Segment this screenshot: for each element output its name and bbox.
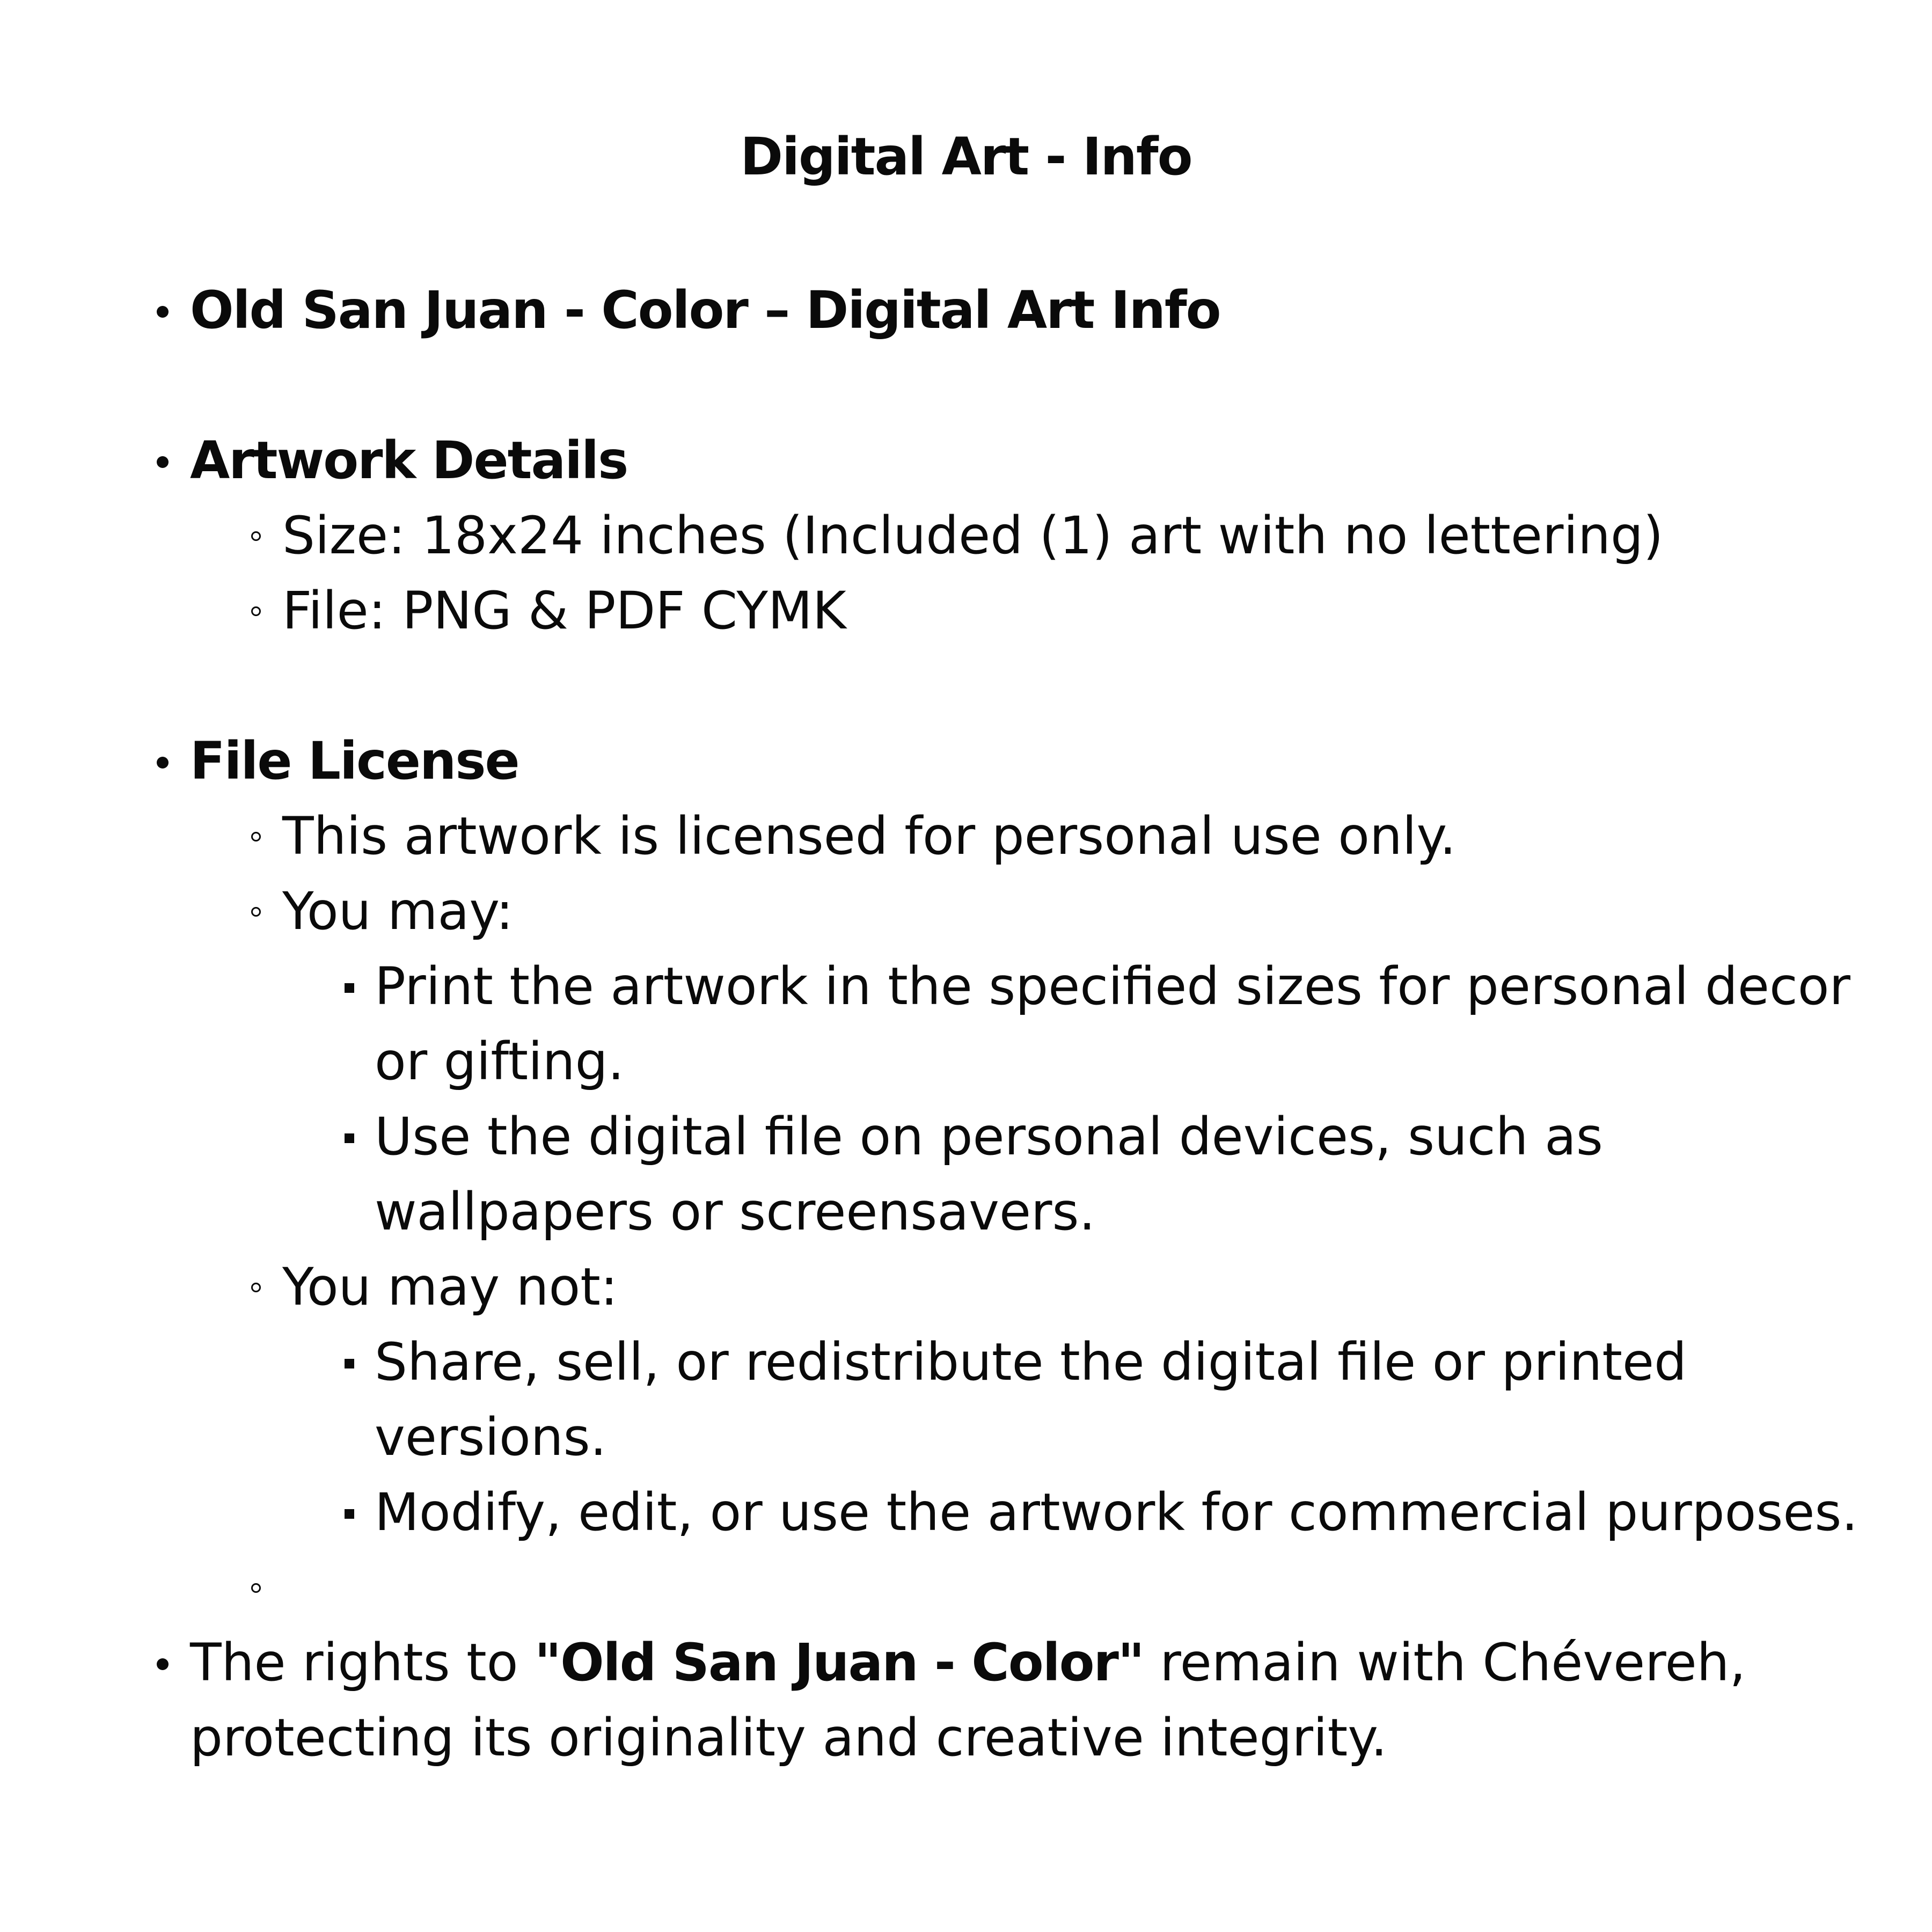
artwork-size-item: Size: 18x24 inches (Included (1) art with no lettering) (244, 498, 1858, 573)
main-list (151, 273, 1858, 1775)
you-may-label: You may: (282, 881, 514, 941)
you-may-not-item (244, 1249, 1858, 1550)
you-may-use-digital: Use the digital file on personal devices, such as wallpapers or screensavers. (336, 1099, 1858, 1249)
file-license-heading: File License (190, 731, 519, 791)
empty-list-item (244, 1550, 1858, 1625)
you-may-not-modify: Modify, edit, or use the artwork for commercial purposes. (336, 1475, 1858, 1550)
document-body (151, 273, 1858, 1775)
you-may-not-label: You may not: (282, 1257, 618, 1317)
list-item-rights (151, 1625, 1858, 1775)
you-may-not-share: Share, sell, or redistribute the digital file or printed versions. (336, 1324, 1858, 1475)
artwork-file-item: File: PNG & PDF CYMK (244, 573, 1858, 648)
license-statement: This artwork is licensed for personal use only. (244, 799, 1858, 874)
intro-heading: Old San Juan - Color – Digital Art Info (190, 280, 1220, 340)
list-item-artwork-details (151, 423, 1858, 648)
you-may-item (244, 874, 1858, 1249)
list-item-intro (151, 273, 1858, 348)
you-may-not-list (282, 1324, 1858, 1550)
artwork-details-list (190, 498, 1858, 648)
rights-artwork-name: "Old San Juan - Color" (535, 1633, 1144, 1693)
rights-suffix: remain with Chévereh, protecting its originality and creative integrity. (190, 1633, 1746, 1768)
page-title: Digital Art - Info (740, 127, 1192, 187)
rights-prefix: The rights to (190, 1633, 535, 1693)
you-may-print: Print the artwork in the specified sizes for personal decor or gifting. (336, 949, 1858, 1099)
file-license-list (190, 799, 1858, 1625)
you-may-list (282, 949, 1858, 1249)
artwork-details-heading: Artwork Details (190, 430, 628, 491)
list-item-file-license (151, 723, 1858, 1625)
